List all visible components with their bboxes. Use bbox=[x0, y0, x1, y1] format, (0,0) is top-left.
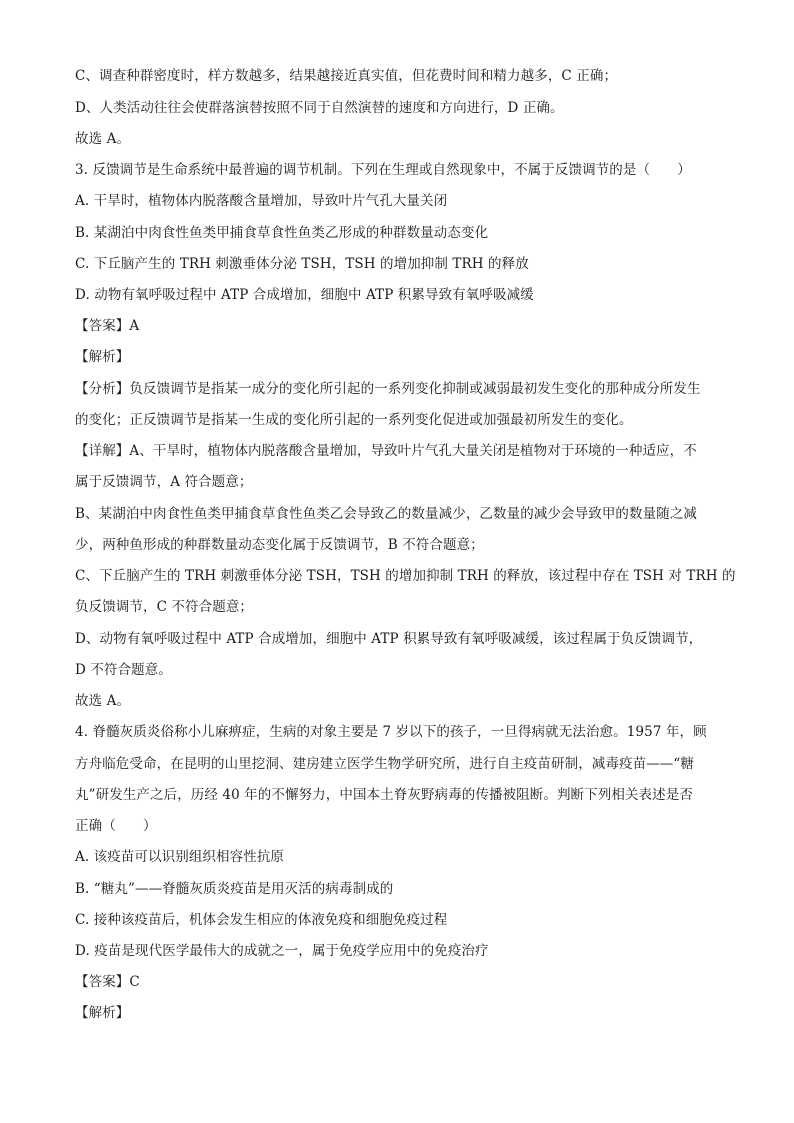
analysis-label: 【解析】 bbox=[75, 349, 130, 365]
detail-line-6: 负反馈调节，C 不符合题意； bbox=[75, 599, 254, 615]
detail-line-5: C、下丘脑产生的 TRH 刺激垂体分泌 TSH，TSH 的增加抑制 TRH 的释放，该过程中存在 TSH 对 TRH 的 bbox=[75, 568, 736, 584]
answer-label-2: 【答案】C bbox=[75, 974, 140, 990]
question-4-stem-4: 正确（ ） bbox=[75, 818, 157, 834]
detail-line-4: 少，两种鱼形成的种群数量动态变化属于反馈调节，B 不符合题意； bbox=[75, 537, 484, 553]
conclusion-line: 故选 A。 bbox=[75, 693, 131, 709]
analysis-label-2: 【解析】 bbox=[75, 1005, 130, 1021]
question-3-option-a: A. 干旱时，植物体内脱落酸含量增加，导致叶片气孔大量关闭 bbox=[75, 193, 448, 209]
detail-line-7: D、动物有氧呼吸过程中 ATP 合成增加，细胞中 ATP 积累导致有氧呼吸减缓，该过程属于负反馈调节， bbox=[75, 631, 703, 647]
question-4-option-b: B. “糖丸”——脊髓灰质炎疫苗是用灭活的病毒制成的 bbox=[75, 881, 394, 897]
detail-line-8: D 不符合题意。 bbox=[75, 662, 172, 678]
question-4-option-c: C. 接种该疫苗后，机体会发生相应的体液免疫和细胞免疫过程 bbox=[75, 912, 448, 928]
text-line-2: D、人类活动往往会使群落演替按照不同于自然演替的速度和方向进行，D 正确。 bbox=[75, 100, 564, 116]
detail-line-2: 属于反馈调节，A 符合题意； bbox=[75, 474, 253, 490]
analysis-line-2: 的变化；正反馈调节是指某一生成的变化所引起的一系列变化促进或加强最初所发生的变化。 bbox=[75, 412, 633, 428]
text-line-1: C、调查种群密度时，样方数越多，结果越接近真实值，但花费时间和精力越多，C 正确； bbox=[75, 68, 618, 84]
question-3-option-d: D. 动物有氧呼吸过程中 ATP 合成增加，细胞中 ATP 积累导致有氧呼吸减缓 bbox=[75, 287, 534, 303]
question-4-option-d: D. 疫苗是现代医学最伟大的成就之一，属于免疫学应用中的免疫治疗 bbox=[75, 943, 489, 959]
question-4-option-a: A. 该疫苗可以识别组织相容性抗原 bbox=[75, 849, 285, 865]
analysis-line-1: 【分析】负反馈调节是指某一成分的变化所引起的一系列变化抑制或减弱最初发生变化的那种成分所发生 bbox=[75, 381, 701, 397]
question-4-stem-2: 方舟临危受命，在昆明的山里挖洞、建房建立医学生物学研究所，进行自主疫苗研制，减毒疫苗——“糖 bbox=[75, 756, 694, 772]
text-line-3: 故选 A。 bbox=[75, 131, 131, 147]
detail-line-1: 【详解】A、干旱时，植物体内脱落酸含量增加，导致叶片气孔大量关闭是植物对于环境的一种适应，不 bbox=[75, 443, 697, 459]
question-3-stem: 3. 反馈调节是生命系统中最普遍的调节机制。下列在生理或自然现象中，不属于反馈调节的是（ ） bbox=[75, 162, 691, 178]
answer-label: 【答案】A bbox=[75, 318, 140, 334]
question-3-option-b: B. 某湖泊中肉食性鱼类甲捕食草食性鱼类乙形成的种群数量动态变化 bbox=[75, 225, 489, 241]
question-3-option-c: C. 下丘脑产生的 TRH 刺激垂体分泌 TSH，TSH 的增加抑制 TRH 的释放 bbox=[75, 256, 529, 272]
question-4-stem-3: 丸”研发生产之后，历经 40 年的不懈努力，中国本土脊灰野病毒的传播被阻断。判断下列相关表述是否 bbox=[75, 787, 693, 803]
question-4-stem-1: 4. 脊髓灰质炎俗称小儿麻痹症，生病的对象主要是 7 岁以下的孩子，一旦得病就无法治愈。1957 年，顾 bbox=[75, 724, 707, 740]
detail-line-3: B、某湖泊中肉食性鱼类甲捕食草食性鱼类乙会导致乙的数量减少，乙数量的减少会导致甲的数量随之减 bbox=[75, 506, 698, 522]
